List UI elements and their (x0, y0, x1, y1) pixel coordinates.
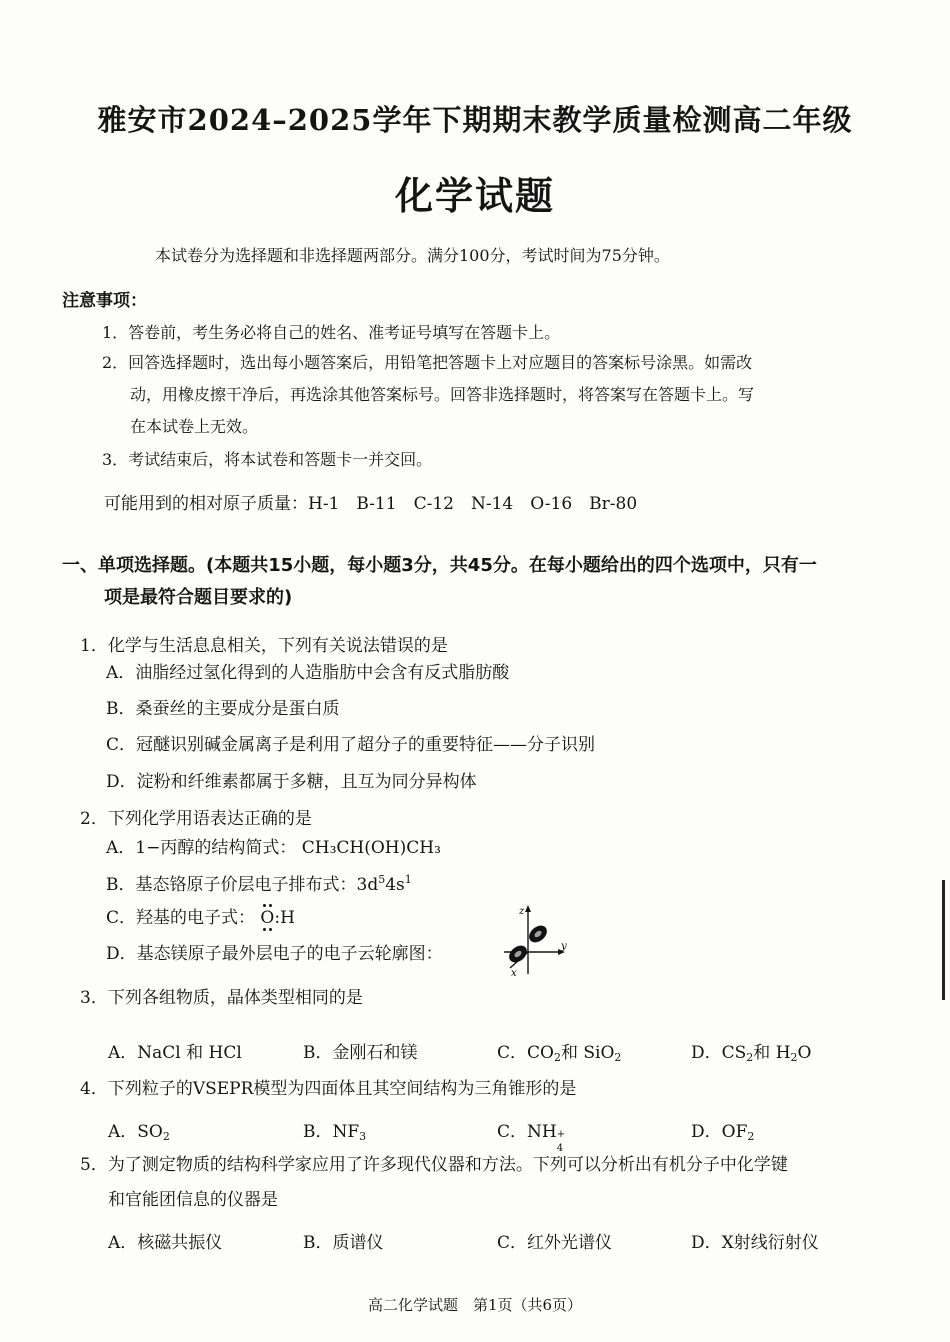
q2-option-b (106, 873, 412, 895)
notice-heading: 注意事项： (62, 291, 147, 311)
orbital-3d-count: 5 (378, 873, 386, 886)
q1-option-c: C．冠醚识别碱金属离子是利用了超分子的重要特征——分子识别 (106, 735, 596, 755)
q2-option-c (106, 908, 295, 928)
notice-item-1: 1．答卷前，考生务必将自己的姓名、准考证号填写在答题卡上。 (102, 323, 561, 342)
q5-stem-line-2: 和官能团信息的仪器是 (108, 1190, 278, 1210)
q2-option-c-label: C．羟基的电子式： (106, 908, 256, 928)
notice-item-2-line-3: 在本试卷上无效。 (130, 417, 259, 436)
section-1-heading-cont: 项是最符合题目要求的) (104, 587, 293, 608)
q3-option-b: B．金刚石和镁 (303, 1043, 418, 1063)
q5-option-b: B．质谱仪 (303, 1233, 384, 1253)
q5-option-c: C．红外光谱仪 (497, 1233, 613, 1253)
q1-stem: 1．化学与生活息息相关，下列有关说法错误的是 (80, 636, 448, 656)
q4-option-c: C．NH + 4 (497, 1122, 566, 1154)
section-1-heading: 一、单项选择题。(本题共15小题，每小题3分，共45分。在每小题给出的四个选项中，只有一 (62, 555, 817, 576)
axis-label-x: x (511, 968, 517, 978)
notice-item-3: 3．考试结束后，将本试卷和答题卡一并交回。 (102, 450, 433, 469)
q5-option-d: D．X射线衍射仪 (691, 1233, 819, 1253)
axis-label-z: z (519, 906, 525, 917)
hydroxyl-electron-dot-oxygen: O (260, 908, 275, 928)
q5-option-a: A．核磁共振仪 (108, 1233, 223, 1253)
orbital-3d: 3d (356, 875, 379, 895)
q2-option-a-label: A．1−丙醇的结构简式： (106, 838, 297, 858)
z-axis-arrow-icon (525, 905, 531, 912)
q4-stem: 4．下列粒子的VSEPR模型为四面体且其空间结构为三角锥形的是 (80, 1079, 577, 1099)
axis-label-y: y (561, 941, 567, 952)
atomic-masses: 可能用到的相对原子质量：H-1 B-11 C-12 N-14 O-16 Br-80 (104, 494, 638, 514)
intro-text: 本试卷分为选择题和非选择题两部分。满分100分，考试时间为75分钟。 (155, 246, 670, 265)
subject-title: 化学试题 (394, 174, 555, 218)
q2-option-b-label: B．基态铬原子价层电子排布式： (106, 875, 357, 895)
hydroxyl-electron-dot-hydrogen: :H (274, 908, 295, 928)
q3-option-d: D．$CS_2$和 $H_2O$ (691, 1043, 812, 1064)
orbital-4s: 4s (385, 875, 405, 895)
q3-option-a: A．NaCl 和 HCl (108, 1043, 242, 1063)
q2-option-a (106, 838, 441, 858)
q1-option-d: D．淀粉和纤维素都属于多糖，且互为同分异构体 (106, 772, 477, 792)
q3-option-c: C．$CO_2$和 SiO$_2$ (497, 1043, 622, 1064)
q4-option-b: B．$NF_3$ (303, 1122, 367, 1143)
q5-stem-line-1: 5．为了测定物质的结构科学家应用了许多现代仪器和方法。下列可以分析出有机分子中化学键 (80, 1155, 788, 1175)
q4-option-a: A．$SO_2$ (108, 1122, 170, 1143)
q1-option-a: A．油脂经过氢化得到的人造脂肪中会含有反式脂肪酸 (106, 663, 510, 683)
q4-option-d: D．$OF_2$ (691, 1122, 755, 1143)
notice-item-2-line-1: 2．回答选择题时，选出每小题答案后，用铅笔把答题卡上对应题目的答案标号涂黑。如需改 (102, 353, 753, 372)
page-footer: 高二化学试题 第1页（共6页） (367, 1296, 583, 1314)
q2-option-d: D．基态镁原子最外层电子的电子云轮廓图： (106, 944, 443, 964)
q1-option-b: B．桑蚕丝的主要成分是蛋白质 (106, 699, 340, 719)
notice-item-2-line-2: 动，用橡皮擦干净后，再选涂其他答案标号。回答非选择题时，将答案写在答题卡上。写 (130, 385, 755, 404)
q3-stem: 3．下列各组物质，晶体类型相同的是 (80, 988, 363, 1008)
orbital-4s-count: 1 (404, 873, 412, 886)
electron-cloud-diagram (492, 902, 572, 978)
q2-stem: 2．下列化学用语表达正确的是 (80, 809, 312, 829)
q2-option-a-formula: CH₃CH(OH)CH₃ (301, 838, 441, 858)
exam-title: 雅安市2024–2025学年下期期末教学质量检测高二年级 (97, 103, 853, 137)
scan-edge-mark (942, 880, 945, 1000)
